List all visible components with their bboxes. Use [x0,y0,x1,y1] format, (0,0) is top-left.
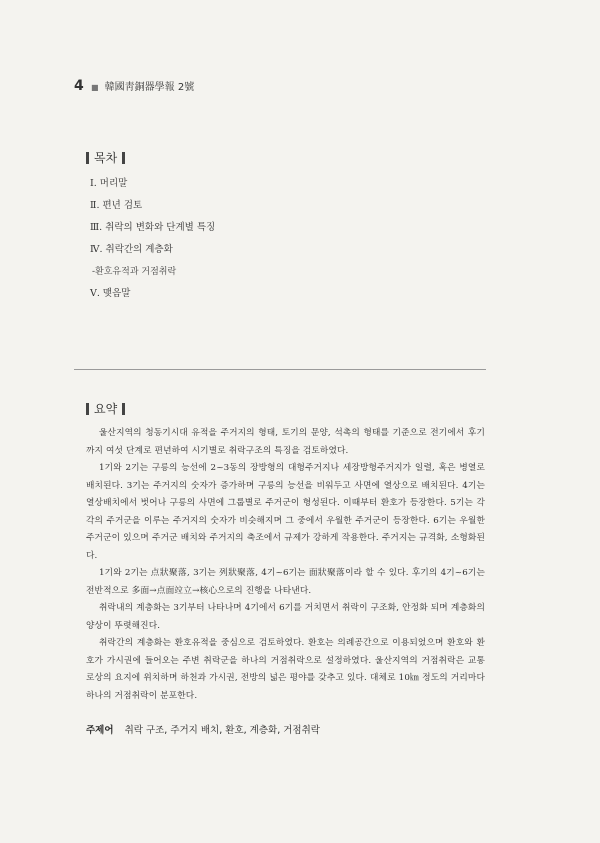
page-number: 4 [74,78,84,94]
toc-subitem: -환호유적과 거점취락 [92,267,177,277]
keywords [86,722,320,736]
heading-bar-right [122,152,125,164]
abstract-body [86,425,485,705]
toc-item: Ⅱ. 편년 검토 [90,200,143,211]
table-of-contents [90,177,215,309]
toc-title: 목차 [94,151,118,165]
keywords-text: 취락 구조, 주거지 배치, 환호, 계층화, 거점취락 [124,725,320,736]
running-head [74,78,194,94]
toc-item: Ⅴ. 맺음말 [90,288,131,299]
abstract-paragraph: 취락내의 계층화는 3기부터 나타나며 4기에서 6기를 거치면서 취락이 구조화, 안정화 되며 계층화의 양상이 뚜렷해진다. [86,603,485,631]
divider [74,369,486,370]
abstract-paragraph: 울산지역의 청동기시대 유적을 주거지의 형태, 토기의 문양, 석촉의 형태를 기준으로 전기에서 후기까지 여섯 단계로 편년하여 시기별로 취락구조의 특징을 검토하였다. [86,428,485,456]
heading-bar-left [86,403,89,415]
toc-item: Ⅳ. 취락간의 계층화 [90,244,173,255]
abstract-paragraph: 1기와 2기는 点狀聚落, 3기는 列狀聚落, 4기~6기는 面狀聚落이라 할 수 있다. 후기의 4기~6기는 전반적으로 多面→点面竝立→核心으로의 진행을 나타낸다. [86,568,485,596]
abstract-heading [86,400,125,417]
toc-item: Ⅰ. 머리말 [90,178,128,189]
keywords-label: 주제어 [86,725,114,736]
toc-item: Ⅲ. 취락의 변화와 단계별 특징 [90,222,216,233]
toc-heading [86,149,125,166]
abstract-title: 요약 [94,402,118,416]
journal-title: 韓國靑銅器學報 2號 [104,82,195,93]
abstract-paragraph: 1기와 2기는 구릉의 능선에 2~3동의 장방형의 대형주거지나 세장방형주거지가 일렬, 혹은 병열로 배치된다. 3기는 주거지의 숫자가 증가하며 구릉의 능선을 비워두고 사면에 열상으로 배치된다. 4기는 열상배치에서 벗어나 구릉의 사면에 그룹별로 주거군이 형성된다. 이때부터 환호가 등장한다. 5기는 각각의 주거군을 이루는 주거지의 숫자가 비슷해지며 그 중에서 우월한 주거군이 등장한다. 6기는 우월한 주거군이 있으며 주거군 배치와 주거지의 축조에서 규제가 강하게 작용한다. 주거지는 규격화, 소형화된다. [86,463,485,561]
heading-bar-left [86,152,89,164]
abstract-paragraph: 취락간의 계층화는 환호유적을 중심으로 검토하였다. 환호는 의례공간으로 이용되었으며 환호와 환호가 가시권에 들어오는 주변 취락군을 하나의 거점취락으로 설정하였다. 울산지역의 거점취락은 교통로상의 요지에 위치하며 하천과 가시권, 전방의 넓은 평야를 갖추고 있다. 대체로 10㎞ 정도의 거리마다 하나의 거점취락이 분포한다. [86,638,485,701]
bullet-icon: ■ [90,83,99,92]
heading-bar-right [122,403,125,415]
